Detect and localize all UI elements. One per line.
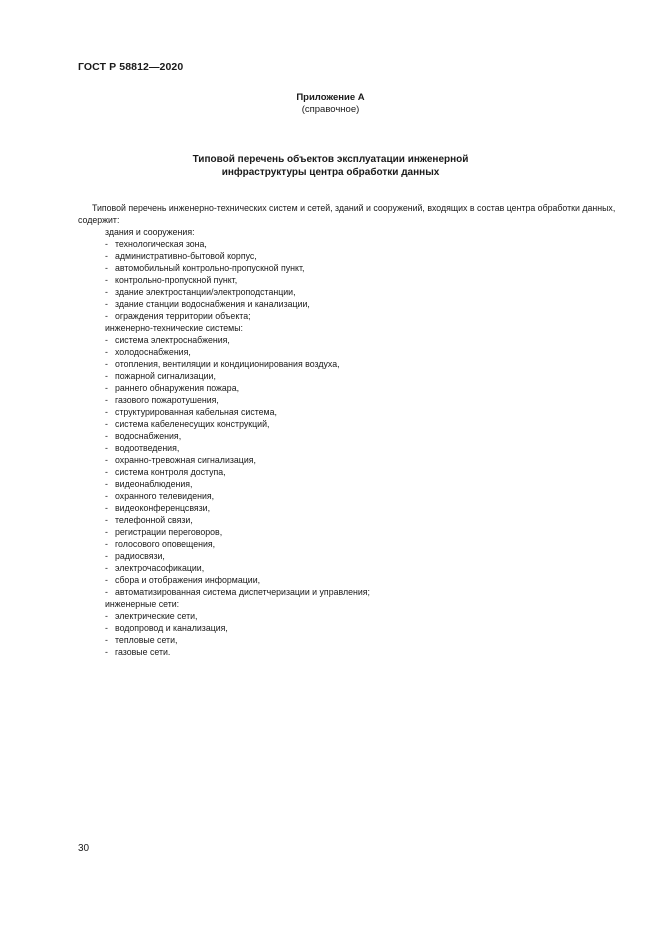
list-item (78, 334, 618, 346)
dash-marker: - (105, 359, 108, 369)
list-item-text: здание станции водоснабжения и канализации, (115, 299, 310, 309)
list-item (78, 646, 618, 658)
dash-marker: - (105, 251, 108, 261)
dash-marker: - (105, 383, 108, 393)
list-item (78, 418, 618, 430)
list-item (78, 490, 618, 502)
dash-marker: - (105, 263, 108, 273)
list-item (78, 502, 618, 514)
list-item-text: система кабеленесущих конструкций, (115, 419, 270, 429)
list-item-text: регистрации переговоров, (115, 527, 223, 537)
list-item-text: автомобильный контрольно-пропускной пункт, (115, 263, 305, 273)
category-heading (78, 226, 618, 238)
list-item-text: здание электростанции/электроподстанции, (115, 287, 296, 297)
list-item-text: автоматизированная система диспетчеризации и управления; (115, 587, 370, 597)
list-item (78, 382, 618, 394)
list-item (78, 586, 618, 598)
list-item-text: технологическая зона, (115, 239, 207, 249)
list-item (78, 562, 618, 574)
list-item (78, 394, 618, 406)
list-item-text: водоснабжения, (115, 431, 182, 441)
dash-marker: - (105, 551, 108, 561)
list-item-text: инженерно-технические системы: (105, 323, 243, 333)
list-item (78, 610, 618, 622)
list-item (78, 274, 618, 286)
dash-marker: - (105, 479, 108, 489)
category-heading (78, 598, 618, 610)
list-item (78, 430, 618, 442)
dash-marker: - (105, 431, 108, 441)
list-item (78, 634, 618, 646)
list-item-text: система контроля доступа, (115, 467, 226, 477)
dash-marker: - (105, 623, 108, 633)
list-item-text: тепловые сети, (115, 635, 178, 645)
list-item-text: раннего обнаружения пожара, (115, 383, 240, 393)
list-item-text: радиосвязи, (115, 551, 165, 561)
list-item-text: видеонаблюдения, (115, 479, 193, 489)
list-item (78, 262, 618, 274)
list-item (78, 478, 618, 490)
dash-marker: - (105, 311, 108, 321)
dash-marker: - (105, 239, 108, 249)
list-item (78, 454, 618, 466)
dash-marker: - (105, 611, 108, 621)
dash-marker: - (105, 539, 108, 549)
dash-marker: - (105, 371, 108, 381)
object-list (78, 226, 618, 658)
category-heading (78, 322, 618, 334)
list-item-text: телефонной связи, (115, 515, 193, 525)
list-item-text: водопровод и канализация, (115, 623, 228, 633)
list-item-text: голосового оповещения, (115, 539, 216, 549)
annex-label: Приложение А (296, 92, 365, 103)
list-item (78, 550, 618, 562)
list-item (78, 298, 618, 310)
intro-paragraph: Типовой перечень инженерно-технических систем и сетей, зданий и сооружений, входящих в состав центра обработки данных, содержит: (78, 203, 616, 225)
list-item (78, 346, 618, 358)
list-item-text: инженерные сети: (105, 599, 180, 609)
list-item (78, 538, 618, 550)
document-body (78, 202, 618, 658)
list-item-text: электрические сети, (115, 611, 198, 621)
dash-marker: - (105, 503, 108, 513)
list-item-text: водоотведения, (115, 443, 180, 453)
dash-marker: - (105, 419, 108, 429)
page-number: 30 (78, 843, 90, 854)
annex-heading (0, 92, 661, 116)
list-item (78, 286, 618, 298)
list-item-text: охранно-тревожная сигнализация, (115, 455, 256, 465)
dash-marker: - (105, 563, 108, 573)
list-item (78, 358, 618, 370)
dash-marker: - (105, 395, 108, 405)
list-item (78, 442, 618, 454)
list-item-text: пожарной сигнализации, (115, 371, 216, 381)
list-item-text: электрочасофикации, (115, 563, 205, 573)
dash-marker: - (105, 335, 108, 345)
list-item-text: газового пожаротушения, (115, 395, 219, 405)
list-item-text: здания и сооружения: (105, 227, 195, 237)
list-item-text: административно-бытовой корпус, (115, 251, 257, 261)
dash-marker: - (105, 287, 108, 297)
list-item-text: контрольно-пропускной пункт, (115, 275, 238, 285)
list-item (78, 514, 618, 526)
list-item (78, 466, 618, 478)
list-item-text: холодоснабжения, (115, 347, 191, 357)
list-item (78, 406, 618, 418)
dash-marker: - (105, 587, 108, 597)
dash-marker: - (105, 455, 108, 465)
dash-marker: - (105, 527, 108, 537)
list-item (78, 370, 618, 382)
dash-marker: - (105, 635, 108, 645)
dash-marker: - (105, 647, 108, 657)
list-item (78, 526, 618, 538)
document-title (0, 154, 661, 179)
dash-marker: - (105, 407, 108, 417)
list-item-text: ограждения территории объекта; (115, 311, 251, 321)
dash-marker: - (105, 575, 108, 585)
list-item-text: газовые сети. (115, 647, 171, 657)
dash-marker: - (105, 467, 108, 477)
dash-marker: - (105, 515, 108, 525)
list-item-text: сбора и отображения информации, (115, 575, 261, 585)
title-line-2: инфраструктуры центра обработки данных (221, 166, 440, 178)
standard-number: ГОСТ Р 58812—2020 (78, 61, 184, 73)
dash-marker: - (105, 275, 108, 285)
annex-type: (справочное) (301, 104, 360, 115)
list-item (78, 238, 618, 250)
dash-marker: - (105, 347, 108, 357)
dash-marker: - (105, 443, 108, 453)
list-item-text: система электроснабжения, (115, 335, 230, 345)
dash-marker: - (105, 299, 108, 309)
list-item-text: структурированная кабельная система, (115, 407, 277, 417)
list-item (78, 574, 618, 586)
dash-marker: - (105, 491, 108, 501)
list-item (78, 310, 618, 322)
list-item-text: видеоконференцсвязи, (115, 503, 211, 513)
list-item-text: отопления, вентиляции и кондиционирования воздуха, (115, 359, 340, 369)
list-item (78, 250, 618, 262)
title-line-1: Типовой перечень объектов эксплуатации инженерной (192, 154, 469, 165)
list-item-text: охранного телевидения, (115, 491, 215, 501)
list-item (78, 622, 618, 634)
